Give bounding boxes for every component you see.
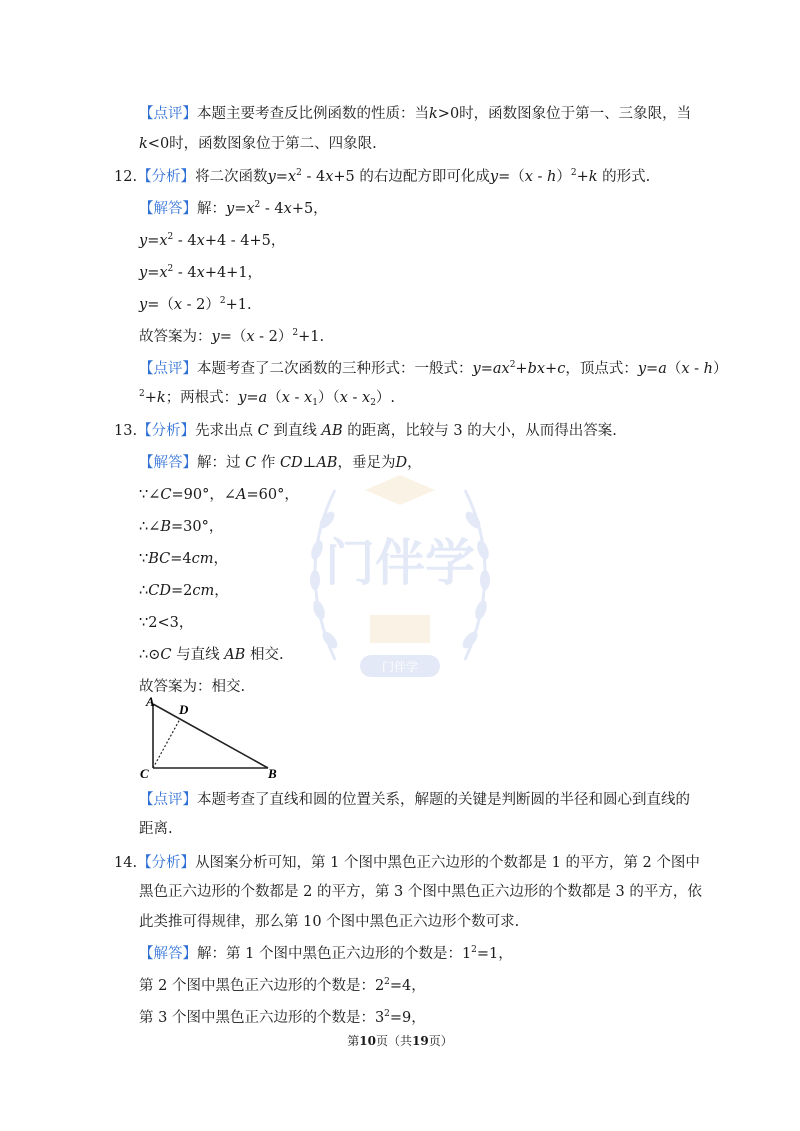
analysis-tag: 【分析】 bbox=[137, 169, 196, 185]
math-var: x bbox=[283, 201, 292, 217]
analysis-tag: 【分析】 bbox=[137, 423, 196, 439]
math-var: x bbox=[246, 329, 255, 345]
math-var: CD bbox=[148, 583, 171, 599]
math-var: B bbox=[160, 519, 172, 535]
text: 解：第 1 个图中黑色正六边形的个数是：1 bbox=[197, 946, 472, 962]
text: =（ bbox=[147, 297, 174, 313]
comment-tag: 【点评】 bbox=[139, 792, 197, 808]
page-total: 19 bbox=[412, 1034, 429, 1048]
text: =2 bbox=[170, 583, 193, 599]
text: 解： bbox=[197, 201, 226, 217]
math-var: x bbox=[362, 390, 371, 406]
math-var: y bbox=[211, 329, 220, 345]
exponent: 2 bbox=[167, 264, 174, 274]
comment-11-line2 bbox=[139, 134, 377, 154]
solution-tag: 【解答】 bbox=[139, 201, 197, 217]
text: 到直线 bbox=[273, 423, 317, 439]
q13-comment-line2 bbox=[139, 819, 173, 839]
math-var: bx bbox=[527, 361, 546, 377]
q13-step6 bbox=[139, 645, 284, 665]
math-var: x bbox=[196, 265, 205, 281]
q14-analysis-line1 bbox=[114, 853, 700, 873]
text: 解：过 bbox=[197, 455, 241, 471]
text: - 4 bbox=[260, 201, 284, 217]
math-var: a bbox=[258, 390, 268, 406]
math-var: CD bbox=[279, 455, 303, 471]
label-b: B bbox=[268, 766, 277, 780]
text: 距离. bbox=[139, 821, 173, 837]
math-var: y bbox=[139, 265, 148, 281]
text: - bbox=[532, 169, 548, 185]
text: 故答案为：相交. bbox=[139, 679, 246, 695]
text: ∵ bbox=[139, 551, 149, 567]
exponent: 2 bbox=[139, 389, 145, 399]
q13-step2 bbox=[139, 517, 223, 537]
text: ∴∠ bbox=[139, 519, 161, 535]
exponent: 2 bbox=[292, 328, 299, 338]
comment-tag: 【点评】 bbox=[139, 106, 197, 122]
watermark-text: 门伴学 bbox=[325, 534, 475, 592]
math-var: y bbox=[139, 297, 148, 313]
math-var: h bbox=[703, 361, 713, 377]
math-var: k bbox=[588, 169, 598, 185]
text: 故答案为： bbox=[139, 329, 212, 345]
text: - 4 bbox=[173, 265, 197, 281]
text: ∴ bbox=[139, 583, 149, 599]
text: 的距离，比较与 3 的大小，从而得出答案. bbox=[347, 423, 617, 439]
math-var: y bbox=[139, 233, 148, 249]
q13-step3 bbox=[139, 549, 228, 569]
text: （ bbox=[267, 390, 282, 406]
exponent: 2 bbox=[384, 977, 390, 987]
math-var: BC bbox=[148, 551, 171, 567]
text: 第 2 个图中黑色正六边形的个数是：2 bbox=[139, 978, 385, 994]
math-var: y bbox=[267, 169, 276, 185]
text: ） bbox=[556, 169, 571, 185]
watermark-logo bbox=[275, 450, 525, 710]
math-var: x bbox=[304, 390, 313, 406]
math-var: x bbox=[524, 169, 533, 185]
text: ∴⊙ bbox=[139, 647, 161, 663]
math-var: C bbox=[160, 647, 172, 663]
text: - 4 bbox=[173, 233, 197, 249]
watermark-badge: 门伴学 bbox=[381, 660, 419, 674]
text: +5 的右边配方即可化成 bbox=[333, 169, 490, 185]
q14-step2 bbox=[139, 976, 426, 996]
text: ， bbox=[213, 551, 229, 567]
text: ∵∠ bbox=[139, 487, 161, 503]
text: 黑色正六边形的个数都是 2 的平方，第 3 个图中黑色正六边形的个数都是 3 的平方，依 bbox=[139, 884, 702, 900]
math-var: y bbox=[238, 390, 247, 406]
math-var: cm bbox=[191, 551, 214, 567]
math-var: x bbox=[159, 233, 168, 249]
exponent: 2 bbox=[384, 1009, 390, 1019]
exponent: 2 bbox=[167, 232, 174, 242]
text: 第 bbox=[347, 1034, 360, 1048]
q14-step3 bbox=[139, 1008, 426, 1028]
label-a: A bbox=[146, 694, 155, 709]
math-var: x bbox=[681, 361, 690, 377]
text: 先求出点 bbox=[195, 423, 254, 439]
q14-analysis-line2 bbox=[139, 882, 702, 902]
math-var: C bbox=[245, 455, 257, 471]
text: + bbox=[576, 169, 589, 185]
text: +4+1， bbox=[204, 265, 263, 281]
text: =1， bbox=[476, 946, 513, 962]
text: = bbox=[246, 390, 259, 406]
text: =（ bbox=[219, 329, 247, 345]
text: <0时，函数图象位于第二、四象限. bbox=[147, 136, 377, 152]
math-var: x bbox=[196, 233, 205, 249]
question-number: 12. bbox=[114, 169, 138, 185]
text: 本题考查了二次函数的三种形式：一般式： bbox=[197, 361, 473, 377]
q13-solution bbox=[139, 453, 422, 473]
text: +1. bbox=[225, 297, 252, 313]
q12-comment-line1 bbox=[139, 359, 728, 379]
math-var: AB bbox=[316, 455, 338, 471]
q13-step1 bbox=[139, 485, 299, 505]
text: （ bbox=[666, 361, 682, 377]
text: ；两根式： bbox=[165, 390, 239, 406]
math-var: cm bbox=[192, 583, 215, 599]
text: = bbox=[646, 361, 659, 377]
text: +5， bbox=[291, 201, 328, 217]
text: ） bbox=[713, 361, 728, 377]
comment-tag: 【点评】 bbox=[139, 361, 197, 377]
text: ， bbox=[407, 455, 422, 471]
text: = bbox=[147, 233, 160, 249]
solution-tag: 【解答】 bbox=[139, 455, 197, 471]
text: =（ bbox=[498, 169, 525, 185]
text: 与直线 bbox=[176, 647, 220, 663]
exponent: 2 bbox=[219, 296, 226, 306]
question-number: 13. bbox=[114, 423, 138, 439]
q14-analysis-line3 bbox=[139, 912, 519, 932]
math-var: x bbox=[159, 265, 168, 281]
text: +4 - 4+5， bbox=[204, 233, 286, 249]
text: =60°， bbox=[246, 487, 299, 503]
math-var: h bbox=[547, 169, 557, 185]
page-footer bbox=[0, 1032, 800, 1049]
text: 本题主要考查反比例函数的性质：当 bbox=[197, 106, 429, 122]
text: + bbox=[515, 361, 528, 377]
text: =90°，∠ bbox=[171, 487, 236, 503]
subscript: 2 bbox=[370, 398, 376, 408]
text: =4， bbox=[389, 978, 426, 994]
math-var: y bbox=[226, 201, 235, 217]
text: >0时，函数图象位于第一、三象限，当 bbox=[437, 106, 692, 122]
text: + bbox=[545, 361, 558, 377]
math-var: y bbox=[472, 361, 481, 377]
q12-analysis bbox=[114, 167, 650, 187]
math-var: AB bbox=[321, 423, 343, 439]
text: ，垂足为 bbox=[337, 455, 396, 471]
q12-answer bbox=[139, 327, 324, 347]
math-var: x bbox=[281, 390, 290, 406]
text: =4 bbox=[170, 551, 192, 567]
exponent: 2 bbox=[254, 200, 261, 210]
text: 此类推可得规律，那么第 10 个图中黑色正六边形个数可求. bbox=[139, 914, 520, 930]
text: 从图案分析可知，第 1 个图中黑色正六边形的个数都是 1 的平方，第 2 个图中 bbox=[195, 855, 700, 871]
text: ，顶点式： bbox=[565, 361, 638, 377]
math-var: x bbox=[325, 169, 334, 185]
math-var: ax bbox=[492, 361, 510, 377]
analysis-tag: 【分析】 bbox=[137, 855, 196, 871]
math-var: x bbox=[246, 201, 255, 217]
text: =30°， bbox=[171, 519, 224, 535]
exponent: 2 bbox=[509, 360, 516, 370]
math-var: k bbox=[429, 106, 438, 122]
page-number: 10 bbox=[359, 1034, 376, 1048]
text: 相交. bbox=[249, 647, 284, 663]
math-var: AB bbox=[224, 647, 246, 663]
math-var: k bbox=[139, 136, 148, 152]
math-var: x bbox=[287, 169, 297, 185]
text: - bbox=[289, 390, 305, 406]
solution-tag: 【解答】 bbox=[139, 946, 197, 962]
text: =9， bbox=[389, 1010, 426, 1026]
math-var: k bbox=[156, 390, 166, 406]
comment-11-line1 bbox=[139, 104, 691, 124]
math-var: D bbox=[395, 455, 408, 471]
triangle-figure bbox=[134, 694, 284, 780]
text: 本题考查了直线和圆的位置关系，解题的关键是判断圆的半径和圆心到直线的 bbox=[197, 792, 690, 808]
text: = bbox=[147, 265, 160, 281]
math-var: a bbox=[658, 361, 667, 377]
math-var: c bbox=[557, 361, 566, 377]
math-var: y bbox=[637, 361, 647, 377]
text: ， bbox=[214, 583, 229, 599]
math-var: x bbox=[173, 297, 183, 313]
q12-step2 bbox=[139, 263, 262, 283]
exponent: 2 bbox=[471, 945, 477, 955]
q12-step3 bbox=[139, 295, 252, 315]
altitude-cd bbox=[153, 719, 180, 768]
math-var: A bbox=[235, 487, 247, 503]
text: - 4 bbox=[301, 169, 326, 185]
exponent: 2 bbox=[296, 168, 302, 178]
math-var: x bbox=[339, 390, 348, 406]
q13-comment-line1 bbox=[139, 790, 690, 810]
text: - bbox=[689, 361, 704, 377]
q12-comment-line2 bbox=[139, 388, 395, 408]
text: 页） bbox=[428, 1034, 453, 1048]
text: ）. bbox=[375, 390, 396, 406]
q12-step1 bbox=[139, 231, 285, 251]
text: - 2） bbox=[182, 297, 220, 313]
label-d: D bbox=[179, 702, 189, 717]
text: ∵2<3， bbox=[139, 615, 194, 631]
text: ）（ bbox=[317, 390, 340, 406]
text: = bbox=[234, 201, 247, 217]
q14-solution bbox=[139, 944, 513, 964]
text: 作 bbox=[260, 455, 276, 471]
text: +1. bbox=[298, 329, 325, 345]
q12-solution bbox=[139, 199, 328, 219]
label-c: C bbox=[140, 766, 149, 780]
exponent: 2 bbox=[570, 168, 577, 178]
math-var: C bbox=[257, 423, 269, 439]
q13-step4 bbox=[139, 581, 229, 601]
text: + bbox=[144, 390, 157, 406]
question-number: 14. bbox=[114, 855, 138, 871]
text: 第 3 个图中黑色正六边形的个数是：3 bbox=[139, 1010, 385, 1026]
text: = bbox=[275, 169, 288, 185]
q13-step5 bbox=[139, 613, 193, 633]
text: 页（共 bbox=[375, 1034, 412, 1048]
text: ⊥ bbox=[302, 455, 317, 471]
text: 将二次函数 bbox=[195, 169, 268, 185]
math-var: C bbox=[160, 487, 172, 503]
text: 的形式. bbox=[597, 169, 651, 185]
subscript: 1 bbox=[312, 398, 318, 408]
math-var: y bbox=[489, 169, 499, 185]
text: = bbox=[480, 361, 493, 377]
text: - 2） bbox=[254, 329, 293, 345]
text: - bbox=[347, 390, 362, 406]
q13-analysis bbox=[114, 421, 617, 441]
